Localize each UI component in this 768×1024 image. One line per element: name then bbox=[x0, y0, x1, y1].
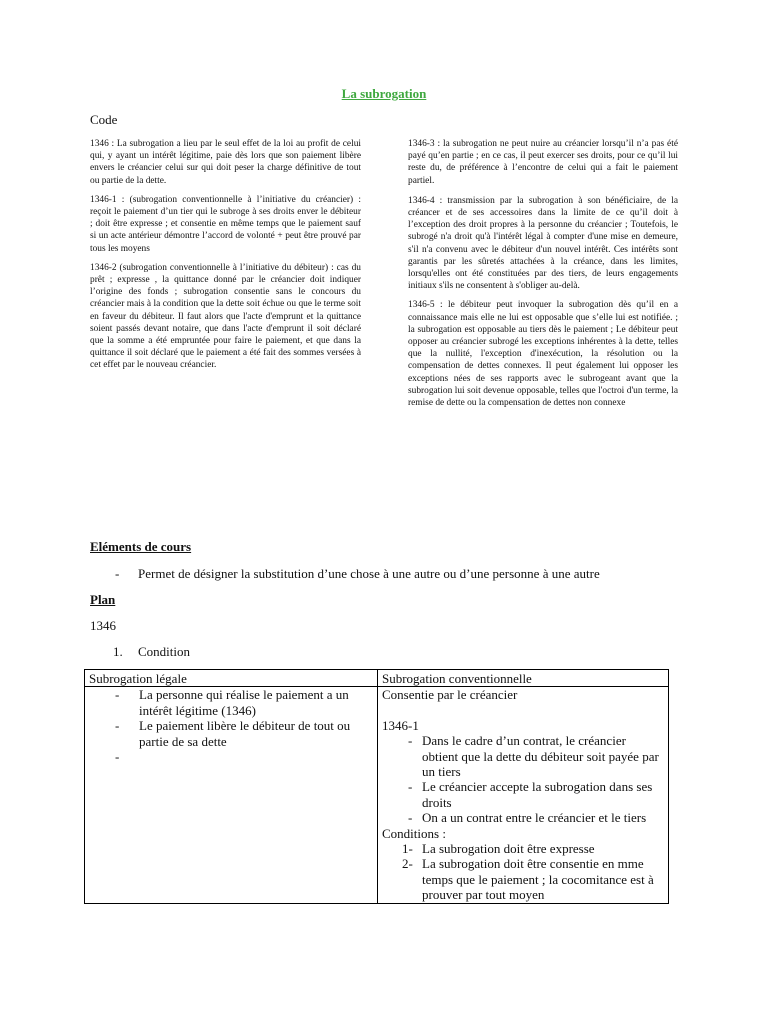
list-item bbox=[382, 841, 664, 856]
numbered-label: Condition bbox=[138, 644, 191, 659]
list-item bbox=[89, 718, 373, 749]
table-header-row bbox=[85, 670, 669, 687]
list-item-text: La subrogation doit être consentie en mme temps que le paiement ; la cocomitance est à prouver par tout moyen bbox=[422, 856, 654, 903]
header-subrogation-legale: Subrogation légale bbox=[85, 670, 378, 687]
plan-heading: Plan bbox=[90, 592, 116, 607]
list-item-text: Le paiement libère le débiteur de tout ou partie de sa dette bbox=[139, 718, 351, 749]
list-item bbox=[382, 779, 664, 810]
comparison-table bbox=[84, 669, 669, 904]
conditions-list bbox=[382, 841, 664, 903]
plan-ref: 1346 bbox=[90, 618, 116, 633]
code-right-column bbox=[408, 138, 678, 416]
number-marker: 1- bbox=[402, 841, 413, 857]
dash-marker: - bbox=[115, 749, 120, 765]
cours-heading: Eléments de cours bbox=[90, 539, 192, 554]
list-item-text: On a un contrat entre le créancier et le tiers bbox=[422, 810, 647, 826]
legal-list bbox=[89, 687, 373, 764]
list-item bbox=[382, 810, 664, 825]
table-row bbox=[85, 687, 669, 903]
article-1346-1: 1346-1 : (subrogation conventionnelle à l’initiative du créancier) : reçoit le paiement d’un tier qui le subroge à ses droits enver le débiteur ; doit être expresse ; et consentie en même temps que le paiement sauf si un acte antérieur démontre l’accord de volonté + peut être prouvé par tous les moyens bbox=[90, 194, 361, 254]
list-item-text: La personne qui réalise le paiement a un intérêt légitime (1346) bbox=[139, 687, 349, 718]
dash-marker: - bbox=[408, 733, 413, 749]
article-1346-5: 1346-5 : le débiteur peut invoquer la subrogation dès qu’il en a connaissance mais elle ne lui est opposable que s’elle lui est notifiée. ; la subrogation est opposable au tiers dès le paiement ; Le débiteur peut opposer au créancier subrogé les exceptions inhérentes à la dette, telles que la nullité, l'exception d'inexécution, la résolution ou la compensation de dettes connexes. Il peut également lui opposer les exceptions nées de ses rapports avec le subrogeant avant que la subrogation lui soit devenue opposable, telles que l'octroi d'un terme, la remise de dette ou la compensation de dettes non connexe bbox=[408, 300, 678, 409]
list-item-text: Le créancier accepte la subrogation dans ses droits bbox=[422, 779, 653, 810]
code-left-column bbox=[90, 138, 361, 379]
list-item bbox=[382, 733, 664, 779]
number-marker: 2- bbox=[402, 856, 413, 872]
dash-marker: - bbox=[115, 566, 120, 581]
code-heading: Code bbox=[90, 112, 118, 127]
list-item bbox=[89, 687, 373, 718]
dash-marker: - bbox=[115, 718, 120, 734]
article-1346: 1346 : La subrogation a lieu par le seul effet de la loi au profit de celui qui, y ayant un intérêt légitime, paie dès lors que son paiement libère envers le créancier celui sur qui doit peser la charge définitive de tout ou partie de la dette. bbox=[90, 139, 361, 186]
list-item-text: La subrogation doit être expresse bbox=[422, 841, 595, 857]
cours-bullet-text: Permet de désigner la substitution d’une chose à une autre ou d’une personne à une autre bbox=[138, 566, 600, 581]
numbered-item-condition bbox=[113, 644, 190, 660]
numbered-marker: 1. bbox=[113, 644, 123, 659]
dash-marker: - bbox=[115, 687, 120, 703]
list-item bbox=[382, 856, 664, 902]
cours-bullet bbox=[115, 566, 600, 582]
list-item-text: Dans le cadre d’un contrat, le créancier obtient que la dette du débiteur soit payée par un tiers bbox=[422, 733, 659, 780]
dash-marker: - bbox=[408, 810, 413, 826]
list-item bbox=[89, 749, 373, 764]
document-title: La subrogation bbox=[341, 86, 427, 101]
article-1346-3: 1346-3 : la subrogation ne peut nuire au créancier lorsqu’il n’a pas été payé qu’en partie ; en ce cas, il peut exercer ses droits, pour ce qu’il lui reste du, de préférence à l’encontre de celui qui a fait le paiement partiel. bbox=[408, 139, 678, 186]
conditions-label: Conditions : bbox=[382, 825, 446, 841]
cell-legale bbox=[85, 687, 378, 903]
conv-list bbox=[382, 733, 664, 825]
cell-conventionnelle bbox=[378, 687, 669, 903]
article-1346-4: 1346-4 : transmission par la subrogation à son bénéficiaire, de la créancer et de ses accessoires dans la limite de ce qu’il doit à l’exception des droit propres à la personne du créancier ; Toutefois, le subrogé n'a droit qu'à l'intérêt légal à compter d'une mise en demeure, s'il n'a convenu avec le débiteur d'un nouvel intérêt. Ces intérêts sont garantis par les sûretés attachées à la créance, dans les limites, lorsqu'elles ont été constituées par des tiers, de leurs engagements initiaux s'ils ne consentent à s'obliger au-delà. bbox=[408, 195, 678, 292]
header-subrogation-conventionnelle: Subrogation conventionnelle bbox=[378, 670, 669, 687]
article-1346-2: 1346-2 (subrogation conventionnelle à l’initiative du débiteur) : cas du prêt ; expresse , la quittance donné par le créancier doit indiquer l’origine des fonds ; subrogation consentie sans le concours du créancier mais à la condition que la dette soit échue ou que le terme soit en faveur du débiteur. Il faut alors que l'acte d'emprunt et la quittance soient passés devant notaire, que dans l'acte d'emprunt il soit déclaré que la somme a été empruntée pour faire le paiement, et que dans la quittance il soit déclaré que le paiement a été fait des sommes versées à cet effet par le nouveau créancier. bbox=[90, 262, 361, 371]
conv-intro: Consentie par le créancier bbox=[382, 687, 518, 703]
dash-marker: - bbox=[408, 779, 413, 795]
conv-ref: 1346-1 bbox=[382, 717, 419, 733]
